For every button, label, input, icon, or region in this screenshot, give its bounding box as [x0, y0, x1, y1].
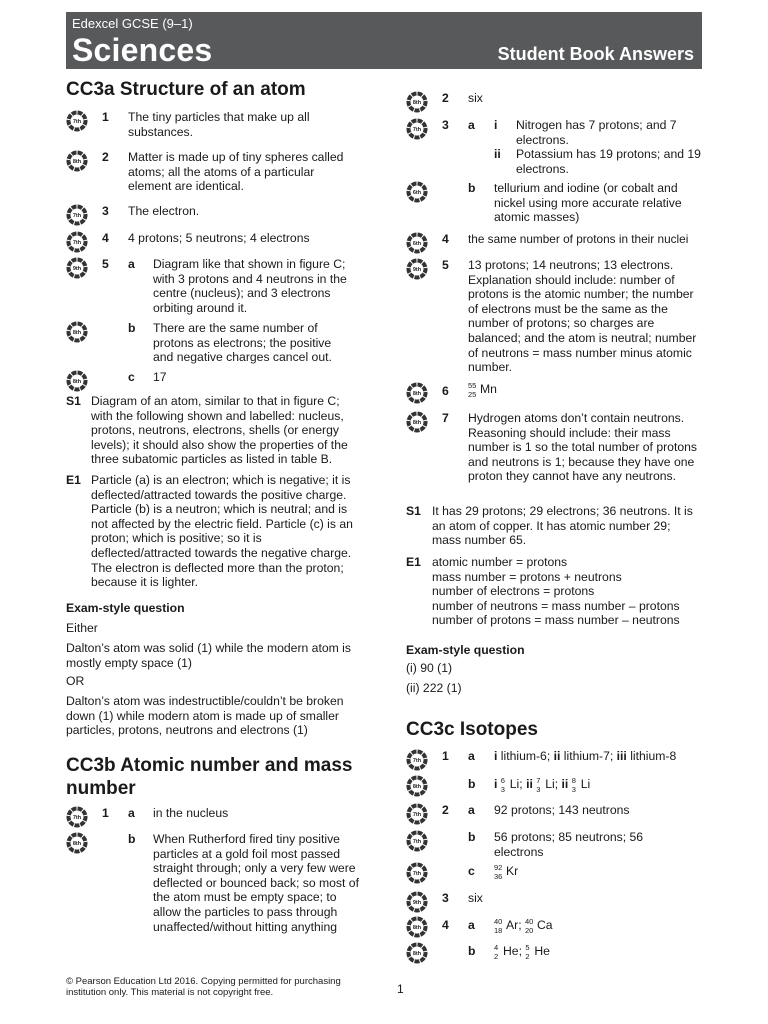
grade-badge-icon: [66, 370, 88, 392]
header-title: Sciences: [72, 32, 213, 68]
question-number: 1: [102, 110, 109, 124]
part-letter: b: [468, 944, 476, 958]
roman-numeral: ii: [526, 777, 533, 791]
roman-numeral: ii: [553, 749, 561, 763]
mass-number: 92: [494, 863, 503, 872]
grade-badge-icon: [406, 91, 428, 113]
question-number: 4: [442, 232, 449, 246]
svg-text:8th: 8th: [72, 379, 82, 385]
isotope-notation: [494, 864, 518, 879]
activity-label: E1: [406, 555, 421, 569]
answer-text: Nitrogen has 7 protons; and 7 electrons.: [516, 118, 677, 147]
atomic-number: 3: [536, 785, 541, 794]
answer-part: lithium-7;: [563, 749, 614, 763]
answer-text: The tiny particles that make up all substances.: [128, 110, 310, 139]
atomic-number: 3: [500, 785, 505, 794]
answer-text: Diagram of an atom, similar to that in figure C; with the following shown and labelled: nucleus, protons, neutrons, electrons, shells (or energy levels); it should also show the properties of the three subatomic particles as listed in table B.: [91, 394, 348, 467]
roman-numeral: i: [494, 118, 498, 132]
question-number: 5: [102, 257, 109, 271]
grade-badge-icon: [406, 749, 428, 771]
atomic-number: 3: [571, 785, 576, 794]
element-symbol: Mn: [480, 382, 497, 396]
element-symbol: Ar;: [506, 918, 522, 932]
equation-line: number of electrons = protons: [432, 584, 595, 599]
part-letter: a: [128, 806, 135, 820]
answer-text: When Rutherford fired tiny positive particles at a gold foil most passed straight through; only a very few were deflected or bounced back; so most of the atom must be empty space; to allow the particles to pass through unaffected/without hitting anything: [153, 832, 359, 934]
svg-text:7th: 7th: [72, 240, 82, 246]
element-symbol: Kr: [506, 864, 519, 878]
element-symbol: Li: [580, 777, 591, 791]
cc3b-heading: CC3b Atomic number and mass number: [66, 755, 353, 799]
grade-badge-icon: [66, 150, 88, 172]
equation-line: atomic number = protons: [432, 555, 568, 569]
grade-badge-icon: [66, 806, 88, 828]
answer-text: 92 protons; 143 neutrons: [494, 803, 630, 817]
part-letter: c: [128, 370, 135, 384]
grade-badge-icon: [406, 891, 428, 913]
answer-text: 17: [153, 370, 167, 384]
exam-answer: (ii) 222 (1): [406, 681, 462, 695]
answer-text: [494, 749, 676, 764]
svg-text:7th: 7th: [72, 119, 82, 125]
exam-heading: Exam-style question: [406, 643, 525, 657]
mass-number: 40: [524, 917, 534, 926]
isotope-list: i 6 3 Li; ii 7 3 Li; ii 8 3 Li: [494, 777, 590, 792]
grade-badge-icon: [66, 832, 88, 854]
question-number: 4: [102, 231, 109, 245]
question-number: 3: [102, 204, 109, 218]
atomic-number: 25: [468, 390, 477, 399]
question-number: 4: [442, 918, 449, 932]
equation-lines: [432, 555, 712, 628]
element-symbol: He: [534, 944, 550, 958]
equation-line: mass number = protons + neutrons: [432, 569, 622, 584]
svg-text:7th: 7th: [412, 871, 422, 877]
answer-part: lithium-6;: [500, 749, 551, 763]
element-symbol: Li: [545, 777, 555, 791]
svg-text:8th: 8th: [72, 159, 82, 165]
question-number: 5: [442, 258, 449, 272]
isotope-list: [494, 944, 550, 959]
question-number: 2: [102, 150, 109, 164]
element-symbol: He;: [503, 944, 522, 958]
svg-text:7th: 7th: [412, 758, 422, 764]
grade-badge-icon: [406, 411, 428, 433]
part-letter: b: [128, 832, 136, 846]
part-letter: c: [468, 864, 475, 878]
part-letter: b: [468, 777, 476, 791]
svg-text:9th: 9th: [72, 266, 82, 272]
grade-badge-icon: [66, 110, 88, 132]
mass-number: 6: [500, 776, 505, 785]
svg-text:7th: 7th: [412, 812, 422, 818]
question-number: 6: [442, 384, 449, 398]
exam-heading: Exam-style question: [66, 601, 185, 615]
mass-number: 40: [494, 917, 503, 926]
question-number: 1: [442, 749, 449, 763]
header-right-title: Student Book Answers: [497, 44, 694, 64]
answer-text: the same number of protons in their nuclei: [468, 232, 689, 246]
atomic-number: 20: [524, 926, 534, 935]
exam-answer: Dalton’s atom was solid (1) while the modern atom is mostly empty space (1): [66, 641, 351, 670]
svg-text:9th: 9th: [412, 267, 422, 273]
grade-badge-icon: [406, 775, 428, 797]
mass-number: 5: [525, 943, 530, 952]
svg-text:7th: 7th: [412, 839, 422, 845]
svg-text:6th: 6th: [412, 241, 422, 247]
exam-or: OR: [66, 674, 85, 688]
activity-label: E1: [66, 473, 81, 487]
answer-text: The electron.: [128, 204, 200, 218]
answer-text: 13 protons; 14 neutrons; 13 electrons. Explanation should include: number of protons is the atomic number; the number of electrons must be the same as the number of protons; so charges are balanced; and the atom is neutral; number of neutrons = mass number minus atomic number.: [468, 258, 697, 375]
svg-text:8th: 8th: [412, 784, 422, 790]
roman-numeral: ii: [561, 777, 569, 791]
activity-label: S1: [406, 504, 421, 518]
svg-text:8th: 8th: [412, 951, 422, 957]
grade-badge-icon: [406, 382, 428, 404]
answer-part: lithium-8: [630, 749, 677, 763]
roman-numeral: i: [494, 749, 498, 763]
part-letter: a: [468, 749, 475, 763]
activity-label: S1: [66, 394, 81, 408]
answer-text: tellurium and iodine (or cobalt and nickel using more accurate relative atomic masses): [494, 181, 682, 225]
answer-text: Diagram like that shown in figure C; with 3 protons and 4 neutrons in the centre (nucleus); and 3 electrons orbiting around it.: [153, 257, 347, 315]
grade-badge-icon: [66, 257, 88, 279]
question-number: 2: [442, 803, 449, 817]
cc3a-heading: CC3a Structure of an atom: [66, 79, 306, 100]
page-number: 1: [397, 982, 404, 996]
element-symbol: Li: [509, 777, 520, 791]
isotope-list: [494, 918, 553, 933]
part-letter: a: [128, 257, 135, 271]
grade-badge-icon: [66, 231, 88, 253]
svg-text:8th: 8th: [72, 841, 82, 847]
grade-badge-icon: [66, 321, 88, 343]
cc3c-heading: CC3c Isotopes: [406, 719, 538, 740]
grade-badge-icon: [406, 232, 428, 254]
atomic-number: 2: [525, 952, 530, 961]
exam-either: Either: [66, 621, 98, 635]
atomic-number: 36: [494, 872, 503, 881]
svg-text:8th: 8th: [412, 391, 422, 397]
isotope-notation: [468, 382, 497, 397]
svg-text:8th: 8th: [412, 420, 422, 426]
header-subtitle: Edexcel GCSE (9–1): [72, 16, 193, 31]
roman-numeral: iii: [616, 749, 627, 763]
equation-line: number of neutrons = mass number – protons: [432, 598, 680, 613]
grade-badge-icon: [406, 862, 428, 884]
part-letter: b: [468, 830, 476, 844]
svg-text:7th: 7th: [72, 815, 82, 821]
mass-number: 55: [468, 381, 477, 390]
answer-text: 4 protons; 5 neutrons; 4 electrons: [128, 231, 310, 245]
element-symbol: Ca: [536, 918, 553, 932]
svg-text:7th: 7th: [72, 213, 82, 219]
answer-text: There are the same number of protons as electrons; the positive and negative charges cancel out.: [153, 321, 332, 365]
grade-badge-icon: [406, 181, 428, 203]
grade-badge-icon: [406, 118, 428, 140]
question-number: 7: [442, 411, 449, 425]
equation-line: number of protons = mass number – neutrons: [432, 613, 680, 628]
question-number: 1: [102, 806, 109, 820]
grade-badge-icon: [406, 830, 428, 852]
answer-text: 56 protons; 85 neutrons; 56 electrons: [494, 830, 644, 859]
svg-text:8th: 8th: [72, 330, 82, 336]
mass-number: 8: [571, 776, 576, 785]
atomic-number: 18: [494, 926, 503, 935]
part-letter: a: [468, 803, 475, 817]
part-letter: a: [468, 118, 475, 132]
question-number: 2: [442, 91, 449, 105]
part-letter: a: [468, 918, 475, 932]
answer-text: Potassium has 19 protons; and 19 electrons.: [516, 147, 701, 176]
grade-badge-icon: [406, 916, 428, 938]
question-number: 3: [442, 891, 449, 905]
atomic-number: 2: [494, 952, 499, 961]
mass-number: 7: [536, 776, 541, 785]
answer-text: Hydrogen atoms don’t contain neutrons. Reasoning should include: their mass number is 1 so the total number of protons and neutrons is 1; because they have one proton they cannot have any neutrons.: [468, 411, 697, 484]
exam-answer: (i) 90 (1): [406, 661, 453, 675]
svg-text:8th: 8th: [412, 925, 422, 931]
grade-badge-icon: [406, 258, 428, 280]
answer-text: in the nucleus: [153, 806, 229, 820]
answer-text: six: [468, 891, 483, 905]
footer-copyright: © Pearson Education Ltd 2016. Copying permitted for purchasing institution only. This material is not copyright free.: [66, 976, 341, 998]
answer-text: Particle (a) is an electron; which is negative; it is deflected/attracted towards the positive charge. Particle (b) is a neutron; which is neutral; and is not affected by the electric field. Particle (c) is an proton; which is positive; so it is deflected/attracted towards the negative charge. The electron is deflected more than the proton; because it is lighter.: [91, 473, 353, 590]
answer-text: Matter is made up of tiny spheres called atoms; all the atoms of a particular element are identical.: [128, 150, 344, 194]
grade-badge-icon: [406, 803, 428, 825]
page-header: [66, 12, 702, 69]
svg-text:9th: 9th: [412, 900, 422, 906]
exam-answer: Dalton’s atom was indestructible/couldn’t be broken down (1) while modern atom is made up of smaller particles, protons, neutrons and electrons (1): [66, 694, 344, 738]
part-letter: b: [128, 321, 136, 335]
svg-text:8th: 8th: [412, 100, 422, 106]
roman-numeral: i: [494, 777, 498, 791]
part-letter: b: [468, 181, 476, 195]
svg-text:7th: 7th: [412, 127, 422, 133]
answer-text: It has 29 protons; 29 electrons; 36 neutrons. It is an atom of copper. It has atomic number 29; mass number 65.: [432, 504, 693, 548]
answer-text: six: [468, 91, 483, 105]
grade-badge-icon: [66, 204, 88, 226]
question-number: 3: [442, 118, 449, 132]
mass-number: 4: [494, 943, 499, 952]
svg-text:6th: 6th: [412, 190, 422, 196]
grade-badge-icon: [406, 942, 428, 964]
roman-numeral: ii: [494, 147, 501, 161]
